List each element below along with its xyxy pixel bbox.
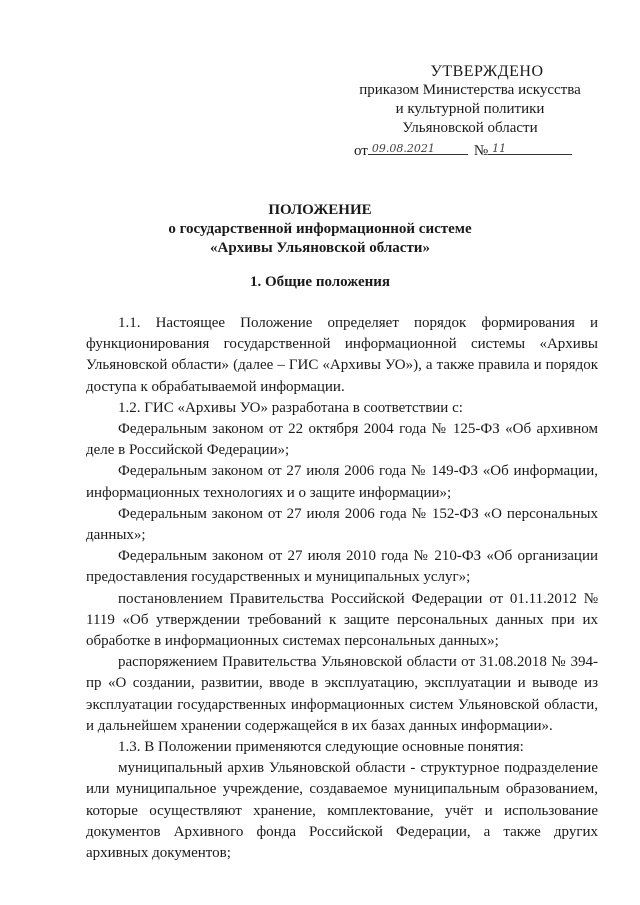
paragraph: Федеральным законом от 27 июля 2006 года № 152-ФЗ «О персональных данных»; — [86, 505, 598, 544]
number-prefix: № — [473, 143, 489, 159]
number-value: 11 — [492, 142, 507, 155]
title-line-2: о государственной информационной системе — [168, 221, 472, 237]
paragraph: постановлением Правительства Российской Федерации от 01.11.2012 № 1119 «Об утверждении требований к защите персональных данных при их обработке в информационных системах персональных данных»; — [86, 590, 598, 650]
paragraph: 1.3. В Положении применяются следующие основные понятия: — [118, 739, 524, 756]
approval-line-2: и культурной политики — [395, 101, 545, 117]
paragraph: 1.2. ГИС «Архивы УО» разработана в соответствии с: — [118, 399, 463, 416]
paragraph: 1.1. Настоящее Положение определяет порядок формирования и функционирования государственной информационной системы «Архивы Ульяновской области» (далее – ГИС «Архивы УО»), а также правила и порядок доступа к обрабатываемой информации. — [86, 315, 598, 395]
paragraph: муниципальный архив Ульяновской области - структурное подразделение или муниципальное учреждение, создаваемое муниципальным образованием, которые осуществляют хранение, комплектование, учёт и использование документов Архивного фонда Российской Федерации, а также других архивных документов; — [86, 760, 598, 862]
approval-date-number — [354, 138, 600, 161]
approval-stamp — [340, 62, 600, 161]
date-prefix: от — [354, 143, 368, 159]
approval-line-3: Ульяновской области — [402, 120, 538, 136]
date-field — [368, 138, 468, 155]
title-line-1: ПОЛОЖЕНИЕ — [268, 202, 372, 218]
paragraph: Федеральным законом от 27 июля 2006 года № 149-ФЗ «Об информации, информационных технологиях и о защите информации»; — [86, 463, 598, 501]
document-title — [0, 201, 640, 258]
paragraph: распоряжением Правительства Ульяновской области от 31.08.2018 № 394-пр «О создании, развитии, вводе в эксплуатацию, эксплуатации и выводе из эксплуатации государственных информационных систем Ульяновской области, и дальнейшем хранении содержащейся в их базах данных информации». — [86, 654, 598, 734]
date-value: 09.08.2021 — [371, 142, 435, 155]
paragraph: Федеральным законом от 27 июля 2010 года № 210-ФЗ «Об организации предоставления государственных и муниципальных услуг»; — [86, 548, 598, 586]
section-heading: 1. Общие положения — [249, 274, 391, 290]
number-field — [488, 138, 572, 155]
approval-line-1: приказом Министерства искусства — [359, 82, 581, 98]
title-line-3: «Архивы Ульяновской области» — [210, 240, 430, 256]
approval-title: УТВЕРЖДЕНО — [430, 63, 544, 80]
paragraph: Федеральным законом от 22 октября 2004 года № 125-ФЗ «Об архивном деле в Российской Федерации»; — [86, 421, 598, 459]
document-body — [86, 313, 598, 864]
